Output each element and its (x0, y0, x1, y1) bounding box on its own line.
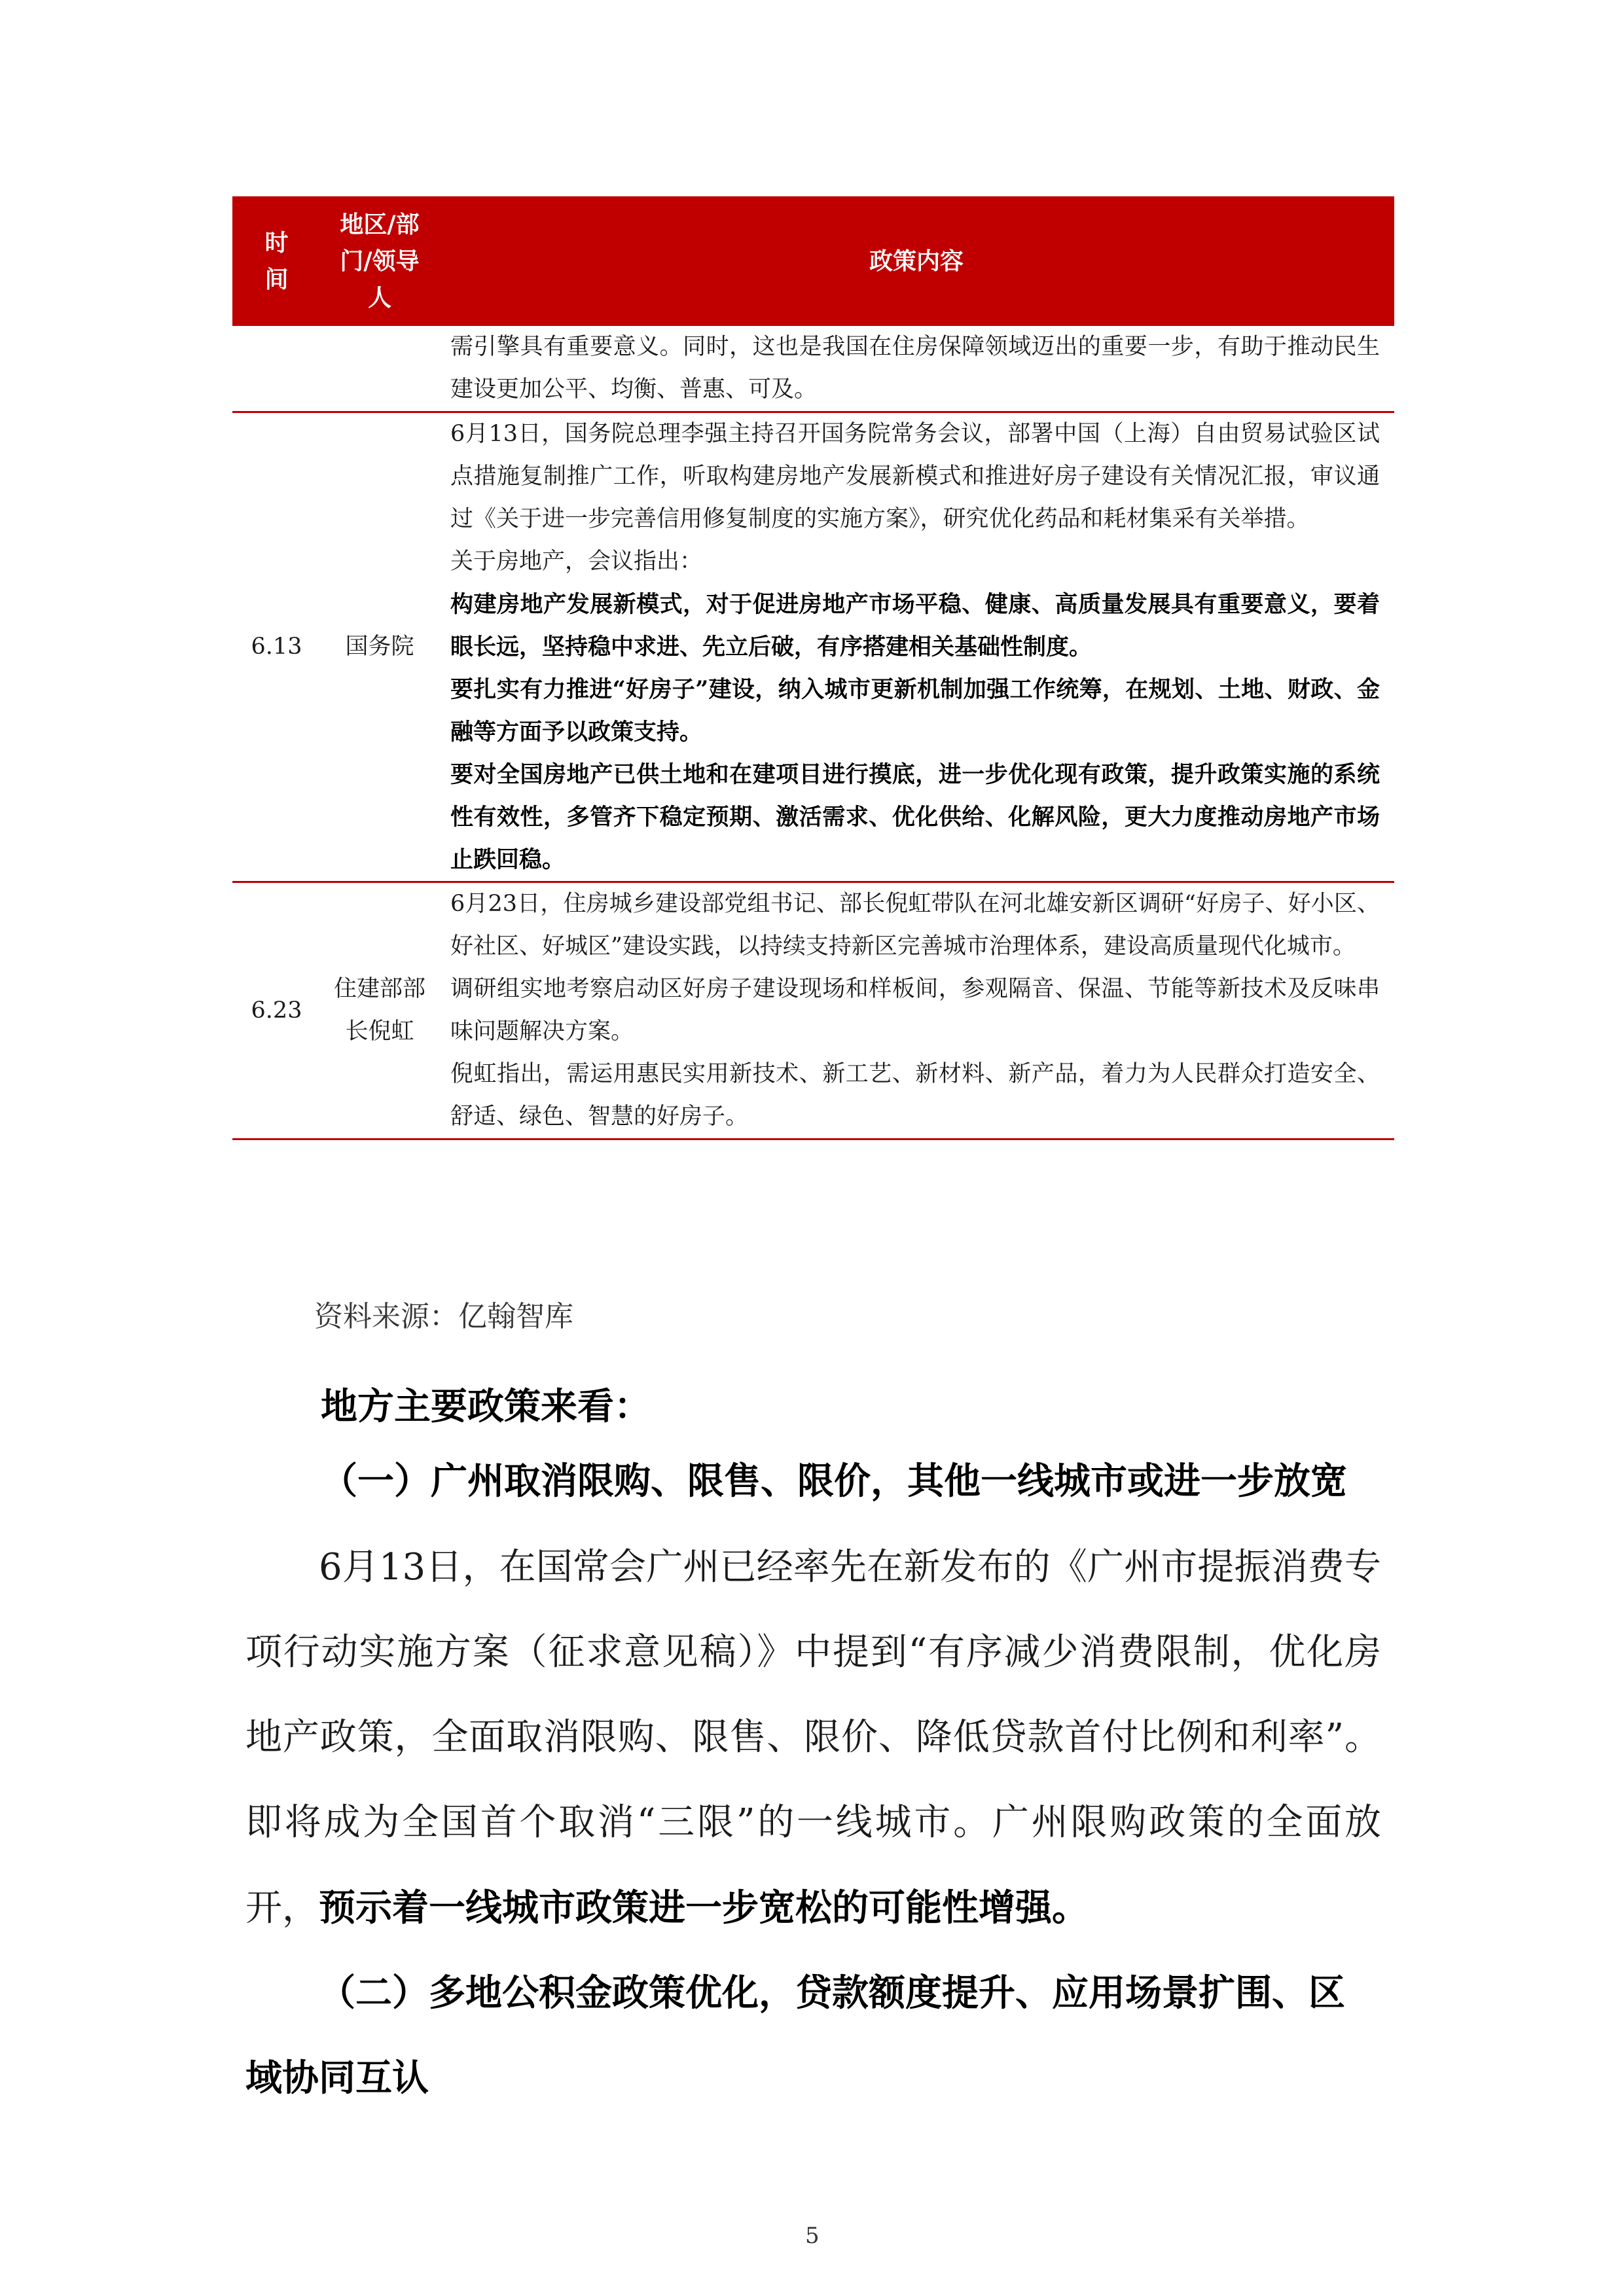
header-region (321, 196, 439, 326)
content-line: 倪虹指出，需运用惠民实用新技术、新工艺、新材料、新产品，着力为人民群众打造安全、舒适、绿色、智慧的好房子。 (450, 1061, 1380, 1130)
paragraph-text: 6月13日，在国常会广州已经率先在新发布的《广州市提振消费专项行动实施方案（征求意见稿）》中提到“有序减少消费限制，优化房地产政策，全面取消限购、限售、限价、降低贷款首付比例和利率”。即将成为全国首个取消“三限”的一线城市。广州限购政策的全面放开， (245, 1546, 1381, 1929)
header-time (232, 196, 321, 326)
paragraph-guangzhou (245, 1525, 1381, 1951)
table-header (232, 196, 1394, 326)
table-row (232, 882, 1394, 1139)
table-body (232, 326, 1394, 1139)
cell-content (439, 412, 1394, 882)
page-number: 5 (805, 2223, 820, 2249)
content-line-bold: 要对全国房地产已供土地和在建项目进行摸底，进一步优化现有政策，提升政策实施的系统性有效性，多管齐下稳定预期、激活需求、优化供给、化解风险，更大力度推动房地产市场止跌回稳。 (450, 761, 1380, 873)
subsection-title-2: （二）多地公积金政策优化，贷款额度提升、应用场景扩围、区域协同互认 (245, 1971, 1345, 2100)
cell-region (321, 326, 439, 412)
content-line-bold: 构建房地产发展新模式，对于促进房地产市场平稳、健康、高质量发展具有重要意义，要着眼长远，坚持稳中求进、先立后破，有序搭建相关基础性制度。 (450, 591, 1380, 660)
content-line: 关于房地产，会议指出： (450, 548, 703, 575)
header-content (439, 196, 1394, 326)
cell-time (232, 326, 321, 412)
cell-region: 国务院 (321, 412, 439, 882)
header-time-label: 时 间 (264, 229, 289, 293)
policy-table (232, 196, 1394, 1140)
cell-content (439, 882, 1394, 1139)
cell-content (439, 326, 1394, 412)
content-line-bold: 要扎实有力推进“好房子”建设，纳入城市更新机制加强工作统筹，在规划、土地、财政、金融等方面予以政策支持。 (450, 676, 1380, 745)
header-region-label: 地区/部 门/领导 人 (340, 211, 420, 312)
subsection-title-1: （一）广州取消限购、限售、限价，其他一线城市或进一步放宽 (321, 1460, 1347, 1503)
content-line: 需引擎具有重要意义。同时，这也是我国在住房保障领域迈出的重要一步，有助于推动民生建设更加公平、均衡、普惠、可及。 (450, 334, 1380, 403)
source-note: 资料来源：亿翰智库 (314, 1300, 573, 1333)
cell-time: 6.23 (232, 882, 321, 1139)
cell-time: 6.13 (232, 412, 321, 882)
cell-region: 住建部部 长倪虹 (321, 882, 439, 1139)
table-row (232, 326, 1394, 412)
content-line: 6月13日，国务院总理李强主持召开国务院常务会议，部署中国（上海）自由贸易试验区试点措施复制推广工作，听取构建房地产发展新模式和推进好房子建设有关情况汇报，审议通过《关于进一步完善信用修复制度的实施方案》，研究优化药品和耗材集采有关举措。 (450, 421, 1380, 532)
section-title: 地方主要政策来看： (321, 1385, 651, 1428)
content-line: 6月23日，住房城乡建设部党组书记、部长倪虹带队在河北雄安新区调研“好房子、好小区、好社区、好城区”建设实践，以持续支持新区完善城市治理体系，建设高质量现代化城市。 (450, 891, 1380, 960)
header-content-label: 政策内容 (869, 247, 964, 275)
paragraph-emphasis: 预示着一线城市政策进一步宽松的可能性增强。 (319, 1886, 1089, 1929)
content-line: 调研组实地考察启动区好房子建设现场和样板间，参观隔音、保温、节能等新技术及反味串味问题解决方案。 (450, 976, 1380, 1045)
table-row (232, 412, 1394, 882)
